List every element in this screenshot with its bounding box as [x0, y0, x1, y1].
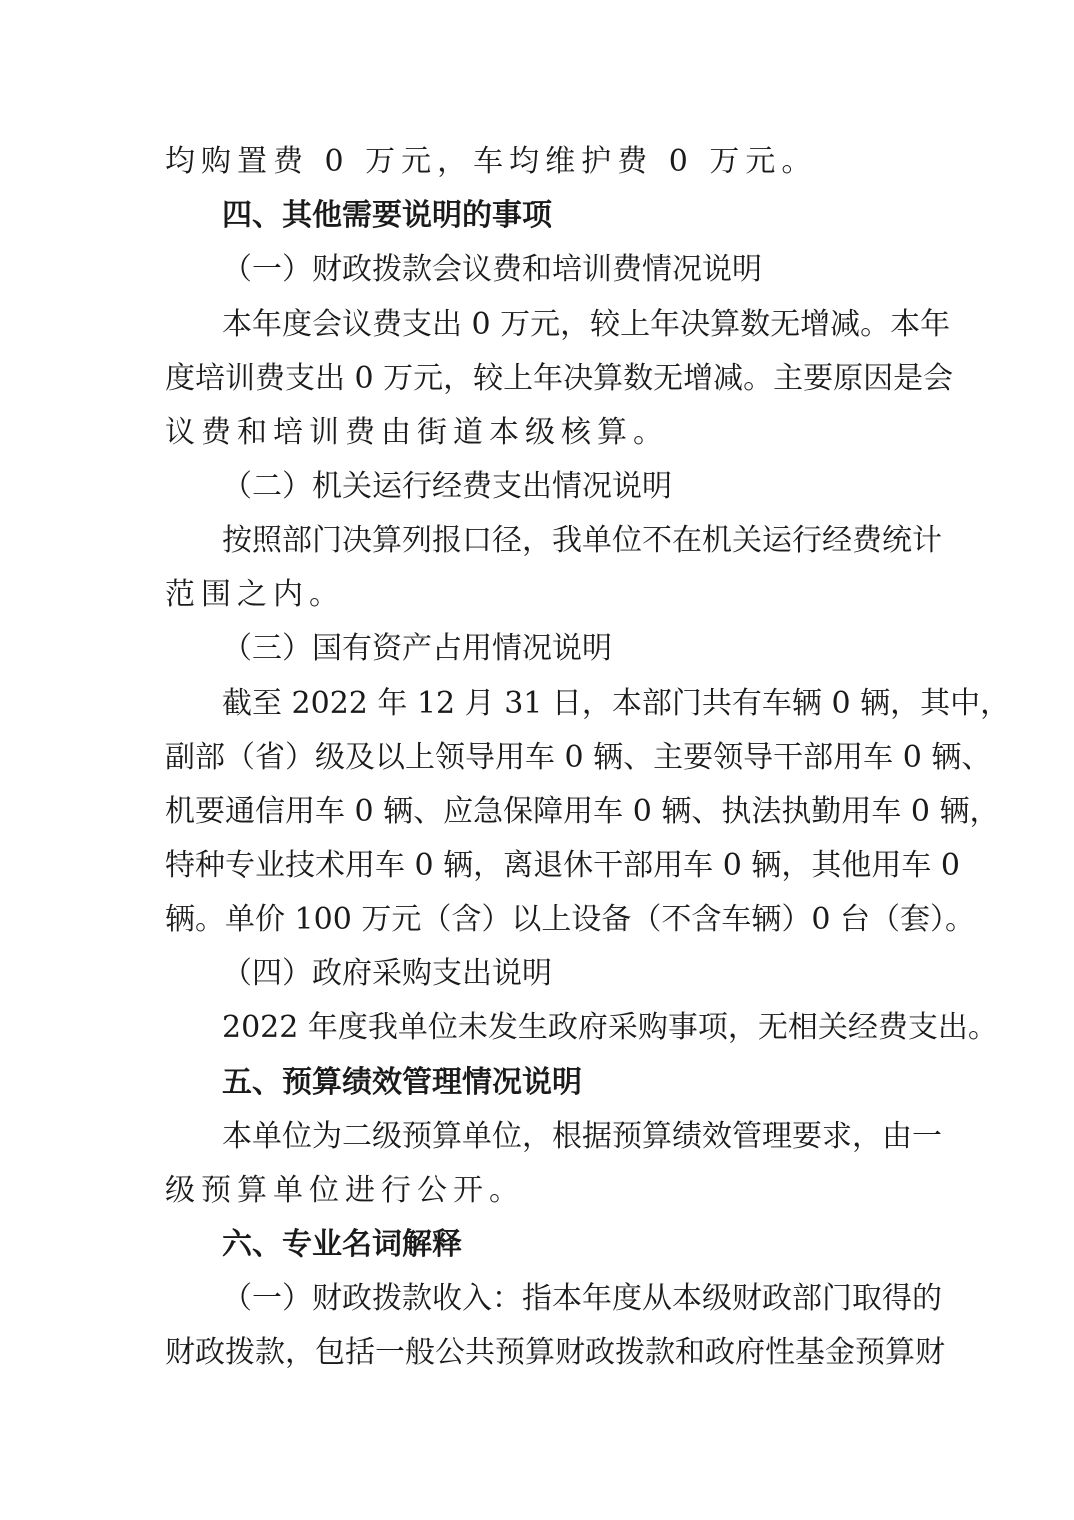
- section-heading-6: 六、专业名词解释: [222, 1227, 462, 1262]
- section-heading-4: 四、其他需要说明的事项: [222, 198, 552, 233]
- paragraph-line: （一）财政拨款收入：指本年度从本级财政部门取得的: [222, 1281, 942, 1316]
- paragraph-line: 均购置费 0 万元，车均维护费 0 万元。: [165, 144, 818, 179]
- paragraph-line: 按照部门决算列报口径，我单位不在机关运行经费统计: [222, 523, 942, 558]
- paragraph-line: 本单位为二级预算单位，根据预算绩效管理要求，由一: [222, 1119, 942, 1154]
- subsection-heading-4-4: （四）政府采购支出说明: [222, 956, 552, 991]
- paragraph-line: 机要通信用车 0 辆、应急保障用车 0 辆、执法执勤用车 0 辆，: [165, 794, 1000, 829]
- subsection-heading-4-2: （二）机关运行经费支出情况说明: [222, 469, 672, 504]
- paragraph-line: 范围之内。: [165, 577, 345, 612]
- paragraph-line: 本年度会议费支出 0 万元，较上年决算数无增减。本年: [222, 307, 951, 342]
- paragraph-line: 截至 2022 年 12 月 31 日，本部门共有车辆 0 辆，其中，: [222, 686, 1011, 721]
- subsection-heading-4-3: （三）国有资产占用情况说明: [222, 631, 612, 666]
- paragraph-line: 级预算单位进行公开。: [165, 1173, 525, 1208]
- section-heading-5: 五、预算绩效管理情况说明: [222, 1065, 582, 1100]
- paragraph-line: 辆。单价 100 万元（含）以上设备（不含车辆）0 台（套）。: [165, 902, 975, 937]
- paragraph-line: 议费和培训费由街道本级核算。: [165, 415, 669, 450]
- paragraph-line: 特种专业技术用车 0 辆，离退休干部用车 0 辆，其他用车 0: [165, 848, 960, 883]
- paragraph-line: 副部（省）级及以上领导用车 0 辆、主要领导干部用车 0 辆、: [165, 740, 992, 775]
- paragraph-line: 度培训费支出 0 万元，较上年决算数无增减。主要原因是会: [165, 361, 954, 396]
- paragraph-line: 财政拨款，包括一般公共预算财政拨款和政府性基金预算财: [165, 1335, 945, 1370]
- paragraph-line: 2022 年度我单位未发生政府采购事项，无相关经费支出。: [222, 1010, 998, 1045]
- subsection-heading-4-1: （一）财政拨款会议费和培训费情况说明: [222, 252, 762, 287]
